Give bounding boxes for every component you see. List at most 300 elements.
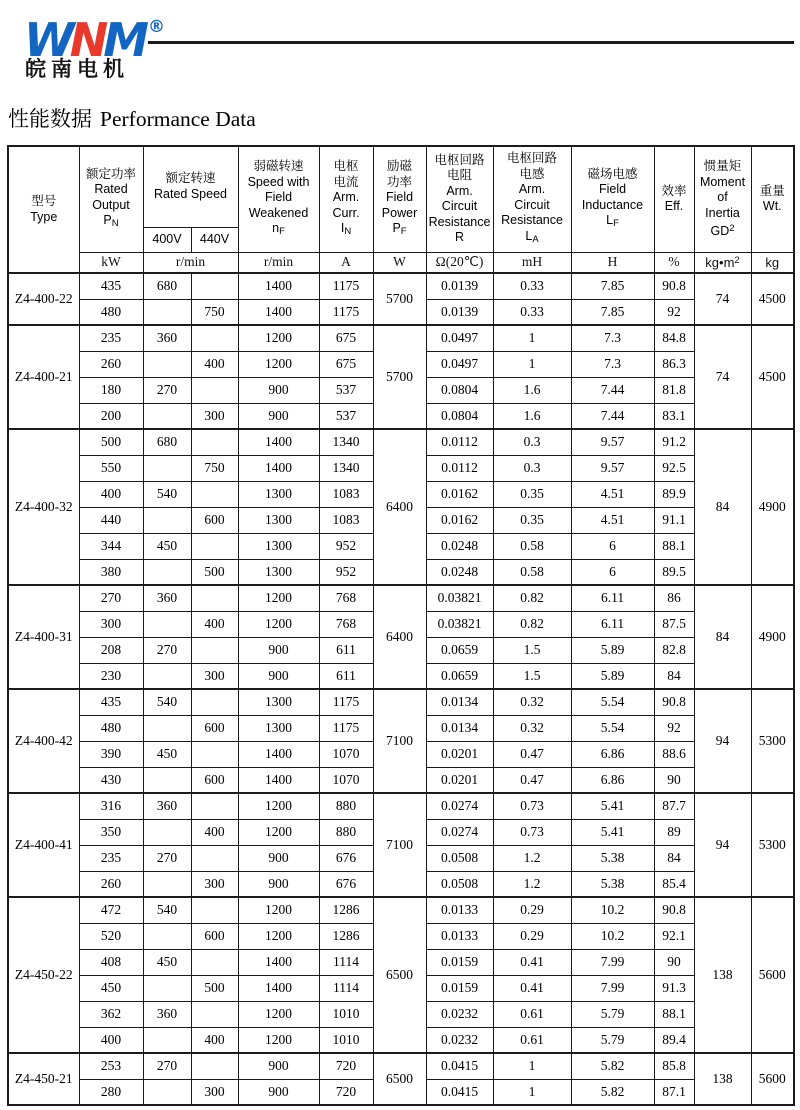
data-cell: 260 bbox=[79, 871, 143, 897]
table-row bbox=[8, 146, 794, 227]
data-cell: 7.44 bbox=[571, 403, 654, 429]
data-cell bbox=[191, 377, 238, 403]
data-cell: 6.86 bbox=[571, 767, 654, 793]
data-cell: 0.03821 bbox=[426, 585, 493, 611]
header-rule bbox=[148, 41, 794, 44]
data-cell: 0.3 bbox=[493, 429, 571, 455]
data-cell: 0.0232 bbox=[426, 1001, 493, 1027]
data-cell: 0.0248 bbox=[426, 559, 493, 585]
data-cell: 768 bbox=[319, 611, 373, 637]
performance-data-table bbox=[7, 145, 795, 1106]
table-row bbox=[8, 1053, 794, 1079]
data-cell: 1300 bbox=[238, 481, 319, 507]
data-cell: 0.0201 bbox=[426, 767, 493, 793]
data-cell: 0.33 bbox=[493, 273, 571, 299]
data-cell: 1175 bbox=[319, 299, 373, 325]
data-cell: 1300 bbox=[238, 689, 319, 715]
field-power-cell: 6400 bbox=[373, 429, 426, 585]
data-cell: 1200 bbox=[238, 1001, 319, 1027]
data-cell: 1200 bbox=[238, 325, 319, 351]
data-cell bbox=[191, 793, 238, 819]
weight-cell: 4900 bbox=[751, 429, 794, 585]
data-cell: 0.35 bbox=[493, 507, 571, 533]
data-cell: 0.0159 bbox=[426, 975, 493, 1001]
data-cell bbox=[143, 403, 191, 429]
data-cell: 0.29 bbox=[493, 923, 571, 949]
field-power-cell: 6500 bbox=[373, 897, 426, 1053]
data-cell: 540 bbox=[143, 897, 191, 923]
data-cell bbox=[143, 715, 191, 741]
data-cell bbox=[191, 637, 238, 663]
data-cell: 6.11 bbox=[571, 585, 654, 611]
inertia-cell: 84 bbox=[694, 585, 751, 689]
data-cell: 82.8 bbox=[654, 637, 694, 663]
data-cell: 1.2 bbox=[493, 845, 571, 871]
data-cell: 7.44 bbox=[571, 377, 654, 403]
data-cell: 0.61 bbox=[493, 1001, 571, 1027]
data-cell: 270 bbox=[79, 585, 143, 611]
data-cell: 270 bbox=[143, 845, 191, 871]
unit-cell: W bbox=[373, 252, 426, 273]
data-cell: 0.0415 bbox=[426, 1079, 493, 1105]
data-cell: 472 bbox=[79, 897, 143, 923]
inertia-cell: 94 bbox=[694, 689, 751, 793]
page-title-english: Performance Data bbox=[100, 107, 256, 131]
data-cell: 6 bbox=[571, 533, 654, 559]
data-cell: 400 bbox=[191, 351, 238, 377]
data-cell: 316 bbox=[79, 793, 143, 819]
weight-cell: 5600 bbox=[751, 897, 794, 1053]
data-cell: 208 bbox=[79, 637, 143, 663]
type-cell: Z4-450-22 bbox=[8, 897, 79, 1053]
data-cell: 235 bbox=[79, 845, 143, 871]
data-cell: 5.82 bbox=[571, 1053, 654, 1079]
data-cell: 7.99 bbox=[571, 949, 654, 975]
data-cell: 1 bbox=[493, 1079, 571, 1105]
data-cell: 0.73 bbox=[493, 819, 571, 845]
brand-chinese-name: 皖南电机 bbox=[25, 57, 129, 81]
table-body bbox=[8, 273, 794, 1105]
data-cell: 5.41 bbox=[571, 793, 654, 819]
data-cell bbox=[143, 351, 191, 377]
data-cell: 1114 bbox=[319, 949, 373, 975]
data-cell: 1400 bbox=[238, 299, 319, 325]
data-cell: 0.0201 bbox=[426, 741, 493, 767]
data-cell: 675 bbox=[319, 325, 373, 351]
data-cell: 84 bbox=[654, 663, 694, 689]
data-cell: 87.1 bbox=[654, 1079, 694, 1105]
data-cell: 1400 bbox=[238, 273, 319, 299]
data-cell: 400 bbox=[79, 481, 143, 507]
data-cell: 4.51 bbox=[571, 507, 654, 533]
data-cell: 5.41 bbox=[571, 819, 654, 845]
data-cell: 900 bbox=[238, 1079, 319, 1105]
registered-trademark-icon: ® bbox=[148, 17, 166, 37]
data-cell: 0.0162 bbox=[426, 507, 493, 533]
data-cell: 435 bbox=[79, 273, 143, 299]
data-cell: 1286 bbox=[319, 923, 373, 949]
data-cell: 0.47 bbox=[493, 767, 571, 793]
data-cell: 0.0659 bbox=[426, 663, 493, 689]
data-cell: 1175 bbox=[319, 273, 373, 299]
data-cell: 450 bbox=[79, 975, 143, 1001]
weight-cell: 4500 bbox=[751, 273, 794, 325]
data-cell: 900 bbox=[238, 1053, 319, 1079]
data-cell: 1200 bbox=[238, 611, 319, 637]
data-cell: 0.0232 bbox=[426, 1027, 493, 1053]
data-cell: 600 bbox=[191, 767, 238, 793]
data-cell: 952 bbox=[319, 559, 373, 585]
data-cell: 89.9 bbox=[654, 481, 694, 507]
data-cell: 0.0274 bbox=[426, 819, 493, 845]
data-cell: 1010 bbox=[319, 1001, 373, 1027]
data-cell bbox=[143, 975, 191, 1001]
logo-letter-w: W bbox=[24, 13, 70, 67]
data-cell: 91.1 bbox=[654, 507, 694, 533]
data-cell: 680 bbox=[143, 429, 191, 455]
data-cell: 87.5 bbox=[654, 611, 694, 637]
data-cell: 0.41 bbox=[493, 975, 571, 1001]
header-armature-resistance: 电枢回路 电阻 Arm. Circuit Resistance R bbox=[426, 146, 493, 252]
data-cell: 0.73 bbox=[493, 793, 571, 819]
data-cell: 6 bbox=[571, 559, 654, 585]
data-cell: 1175 bbox=[319, 715, 373, 741]
data-cell: 6.86 bbox=[571, 741, 654, 767]
data-cell: 1300 bbox=[238, 507, 319, 533]
data-cell: 1.6 bbox=[493, 403, 571, 429]
inertia-cell: 84 bbox=[694, 429, 751, 585]
data-cell: 0.35 bbox=[493, 481, 571, 507]
data-cell: 88.1 bbox=[654, 1001, 694, 1027]
field-power-cell: 7100 bbox=[373, 793, 426, 897]
data-cell: 6.11 bbox=[571, 611, 654, 637]
data-cell: 450 bbox=[143, 949, 191, 975]
data-cell: 600 bbox=[191, 923, 238, 949]
data-cell: 9.57 bbox=[571, 455, 654, 481]
data-cell: 0.0497 bbox=[426, 351, 493, 377]
data-cell: 680 bbox=[143, 273, 191, 299]
data-cell: 360 bbox=[143, 585, 191, 611]
data-cell: 344 bbox=[79, 533, 143, 559]
table-header bbox=[8, 146, 794, 273]
data-cell: 900 bbox=[238, 377, 319, 403]
page-title bbox=[8, 97, 256, 134]
data-cell: 1200 bbox=[238, 897, 319, 923]
header-field-inductance: 磁场电感 Field Inductance $L_F$ bbox=[571, 146, 654, 252]
field-power-cell: 7100 bbox=[373, 689, 426, 793]
data-cell: 0.0133 bbox=[426, 897, 493, 923]
data-cell: 360 bbox=[143, 1001, 191, 1027]
data-cell: 1200 bbox=[238, 585, 319, 611]
data-cell: 676 bbox=[319, 871, 373, 897]
inertia-cell: 138 bbox=[694, 897, 751, 1053]
data-cell: 0.0804 bbox=[426, 377, 493, 403]
data-cell: 89.4 bbox=[654, 1027, 694, 1053]
inertia-cell: 74 bbox=[694, 325, 751, 429]
data-cell: 0.0497 bbox=[426, 325, 493, 351]
data-cell: 1300 bbox=[238, 559, 319, 585]
data-cell: 0.0133 bbox=[426, 923, 493, 949]
data-cell: 500 bbox=[79, 429, 143, 455]
data-cell: 480 bbox=[79, 715, 143, 741]
header-rated-speed: 额定转速 Rated Speed bbox=[143, 146, 238, 227]
data-cell: 253 bbox=[79, 1053, 143, 1079]
data-cell: 1200 bbox=[238, 793, 319, 819]
table-row bbox=[8, 897, 794, 923]
data-cell: 5.79 bbox=[571, 1001, 654, 1027]
table-row bbox=[8, 793, 794, 819]
data-cell bbox=[191, 1001, 238, 1027]
unit-cell: % bbox=[654, 252, 694, 273]
data-cell: 230 bbox=[79, 663, 143, 689]
data-cell: 750 bbox=[191, 455, 238, 481]
inertia-cell: 94 bbox=[694, 793, 751, 897]
data-cell: 880 bbox=[319, 819, 373, 845]
data-cell: 676 bbox=[319, 845, 373, 871]
data-cell: 611 bbox=[319, 637, 373, 663]
data-cell: 1.2 bbox=[493, 871, 571, 897]
data-cell: 0.0159 bbox=[426, 949, 493, 975]
data-cell: 0.3 bbox=[493, 455, 571, 481]
data-cell: 300 bbox=[191, 1079, 238, 1105]
data-cell: 1010 bbox=[319, 1027, 373, 1053]
unit-cell: r/min bbox=[238, 252, 319, 273]
data-cell: 540 bbox=[143, 689, 191, 715]
data-cell: 4.51 bbox=[571, 481, 654, 507]
weight-cell: 5600 bbox=[751, 1053, 794, 1105]
data-cell: 1 bbox=[493, 1053, 571, 1079]
data-cell: 7.3 bbox=[571, 351, 654, 377]
data-cell: 537 bbox=[319, 403, 373, 429]
data-cell bbox=[143, 1079, 191, 1105]
data-cell: 1083 bbox=[319, 481, 373, 507]
table-row bbox=[8, 585, 794, 611]
unit-cell: mH bbox=[493, 252, 571, 273]
data-cell: 5.38 bbox=[571, 871, 654, 897]
data-cell: 1083 bbox=[319, 507, 373, 533]
field-power-cell: 5700 bbox=[373, 273, 426, 325]
data-cell bbox=[143, 767, 191, 793]
data-cell: 7.99 bbox=[571, 975, 654, 1001]
data-cell: 91.3 bbox=[654, 975, 694, 1001]
data-cell bbox=[143, 507, 191, 533]
data-cell: 952 bbox=[319, 533, 373, 559]
weight-cell: 4500 bbox=[751, 325, 794, 429]
unit-cell: A bbox=[319, 252, 373, 273]
data-cell: 1200 bbox=[238, 1027, 319, 1053]
data-cell: 88.6 bbox=[654, 741, 694, 767]
data-cell bbox=[143, 663, 191, 689]
data-cell: 1400 bbox=[238, 741, 319, 767]
data-cell: 84.8 bbox=[654, 325, 694, 351]
header-voltage: 400V bbox=[143, 227, 191, 252]
data-cell: 0.03821 bbox=[426, 611, 493, 637]
data-cell: 5.89 bbox=[571, 663, 654, 689]
data-cell: 1286 bbox=[319, 897, 373, 923]
data-cell: 0.0415 bbox=[426, 1053, 493, 1079]
data-cell bbox=[191, 429, 238, 455]
data-cell: 300 bbox=[79, 611, 143, 637]
data-cell: 0.0508 bbox=[426, 845, 493, 871]
data-cell: 92 bbox=[654, 715, 694, 741]
data-cell: 900 bbox=[238, 845, 319, 871]
data-cell: 5.54 bbox=[571, 689, 654, 715]
data-cell: 380 bbox=[79, 559, 143, 585]
field-power-cell: 6400 bbox=[373, 585, 426, 689]
field-power-cell: 5700 bbox=[373, 325, 426, 429]
data-cell: 1.6 bbox=[493, 377, 571, 403]
header-field-power: 励磁 功率 Field Power $P_F$ bbox=[373, 146, 426, 252]
header-rated-output: 额定功率 Rated Output $P_N$ bbox=[79, 146, 143, 252]
data-cell: 92.1 bbox=[654, 923, 694, 949]
data-cell: 400 bbox=[191, 611, 238, 637]
data-cell: 408 bbox=[79, 949, 143, 975]
data-cell: 0.0134 bbox=[426, 715, 493, 741]
data-cell bbox=[143, 819, 191, 845]
type-cell: Z4-400-42 bbox=[8, 689, 79, 793]
data-cell: 10.2 bbox=[571, 923, 654, 949]
data-cell: 85.8 bbox=[654, 1053, 694, 1079]
data-cell: 1 bbox=[493, 325, 571, 351]
data-cell bbox=[191, 325, 238, 351]
data-cell: 0.47 bbox=[493, 741, 571, 767]
data-cell: 0.41 bbox=[493, 949, 571, 975]
data-cell: 0.0112 bbox=[426, 455, 493, 481]
header-type: 型号 Type bbox=[8, 146, 79, 273]
data-cell: 10.2 bbox=[571, 897, 654, 923]
table-row bbox=[8, 325, 794, 351]
data-cell: 280 bbox=[79, 1079, 143, 1105]
data-cell: 0.33 bbox=[493, 299, 571, 325]
data-cell: 9.57 bbox=[571, 429, 654, 455]
data-cell: 768 bbox=[319, 585, 373, 611]
type-cell: Z4-400-22 bbox=[8, 273, 79, 325]
data-cell bbox=[191, 533, 238, 559]
data-cell: 1200 bbox=[238, 819, 319, 845]
data-cell: 88.1 bbox=[654, 533, 694, 559]
data-cell: 362 bbox=[79, 1001, 143, 1027]
data-cell: 83.1 bbox=[654, 403, 694, 429]
inertia-cell: 138 bbox=[694, 1053, 751, 1105]
data-cell: 270 bbox=[143, 377, 191, 403]
unit-cell: $kg•m^2$ bbox=[694, 252, 751, 273]
unit-cell: kW bbox=[79, 252, 143, 273]
data-cell: 300 bbox=[191, 403, 238, 429]
header-efficiency: 效率 Eff. bbox=[654, 146, 694, 252]
data-cell: 0.0139 bbox=[426, 273, 493, 299]
data-cell: 0.0134 bbox=[426, 689, 493, 715]
data-cell: 5.89 bbox=[571, 637, 654, 663]
inertia-cell: 74 bbox=[694, 273, 751, 325]
data-cell: 5.54 bbox=[571, 715, 654, 741]
data-cell: 0.0162 bbox=[426, 481, 493, 507]
data-cell bbox=[191, 273, 238, 299]
data-cell: 1400 bbox=[238, 767, 319, 793]
data-cell: 1300 bbox=[238, 715, 319, 741]
header-moment-of-inertia: 惯量矩 Moment of Inertia $GD^2$ bbox=[694, 146, 751, 252]
data-cell bbox=[143, 871, 191, 897]
data-cell: 360 bbox=[143, 325, 191, 351]
data-cell: 400 bbox=[191, 819, 238, 845]
field-power-cell: 6500 bbox=[373, 1053, 426, 1105]
weight-cell: 5300 bbox=[751, 689, 794, 793]
data-cell bbox=[191, 689, 238, 715]
data-cell: 440 bbox=[79, 507, 143, 533]
logo-letter-m: M bbox=[103, 13, 145, 67]
data-cell: 0.0274 bbox=[426, 793, 493, 819]
data-cell: 0.29 bbox=[493, 897, 571, 923]
data-cell: 91.2 bbox=[654, 429, 694, 455]
data-cell: 350 bbox=[79, 819, 143, 845]
data-cell: 90 bbox=[654, 767, 694, 793]
data-cell: 1400 bbox=[238, 949, 319, 975]
data-cell: 0.0508 bbox=[426, 871, 493, 897]
data-cell: 0.82 bbox=[493, 585, 571, 611]
data-cell bbox=[191, 897, 238, 923]
data-cell: 1340 bbox=[319, 455, 373, 481]
data-cell: 7.85 bbox=[571, 273, 654, 299]
data-cell: 720 bbox=[319, 1079, 373, 1105]
data-cell: 537 bbox=[319, 377, 373, 403]
header-armature-inductance: 电枢回路 电感 Arm. Circuit Resistance $L_A$ bbox=[493, 146, 571, 252]
data-cell bbox=[143, 611, 191, 637]
data-cell bbox=[143, 923, 191, 949]
table-row bbox=[8, 273, 794, 299]
data-cell: 540 bbox=[143, 481, 191, 507]
header-weight: 重量 Wt. bbox=[751, 146, 794, 252]
logo-letter-n: N bbox=[69, 13, 104, 67]
header-armature-current: 电枢 电流 Arm. Curr. $I_N$ bbox=[319, 146, 373, 252]
table-row bbox=[8, 252, 794, 273]
table-row bbox=[8, 429, 794, 455]
data-cell: 1.5 bbox=[493, 637, 571, 663]
data-cell: 500 bbox=[191, 559, 238, 585]
data-cell: 90 bbox=[654, 949, 694, 975]
data-cell: 86.3 bbox=[654, 351, 694, 377]
data-cell: 0.0112 bbox=[426, 429, 493, 455]
data-cell: 611 bbox=[319, 663, 373, 689]
type-cell: Z4-400-21 bbox=[8, 325, 79, 429]
data-cell: 90.8 bbox=[654, 273, 694, 299]
unit-cell: H bbox=[571, 252, 654, 273]
data-cell: 92.5 bbox=[654, 455, 694, 481]
data-cell: 235 bbox=[79, 325, 143, 351]
data-cell: 1400 bbox=[238, 455, 319, 481]
data-cell bbox=[191, 741, 238, 767]
table-row bbox=[8, 689, 794, 715]
data-cell: 87.7 bbox=[654, 793, 694, 819]
data-cell: 180 bbox=[79, 377, 143, 403]
data-cell: 600 bbox=[191, 507, 238, 533]
data-cell: 600 bbox=[191, 715, 238, 741]
data-cell: 0.0248 bbox=[426, 533, 493, 559]
data-cell: 90.8 bbox=[654, 897, 694, 923]
data-cell: 85.4 bbox=[654, 871, 694, 897]
unit-cell: Ω(20℃) bbox=[426, 252, 493, 273]
data-cell: 1175 bbox=[319, 689, 373, 715]
data-cell: 0.0659 bbox=[426, 637, 493, 663]
data-cell: 0.32 bbox=[493, 689, 571, 715]
unit-cell: r/min bbox=[143, 252, 238, 273]
data-cell: 0.0139 bbox=[426, 299, 493, 325]
data-cell: 720 bbox=[319, 1053, 373, 1079]
data-cell: 450 bbox=[143, 741, 191, 767]
data-cell bbox=[143, 1027, 191, 1053]
data-cell bbox=[143, 455, 191, 481]
data-cell: 1200 bbox=[238, 923, 319, 949]
data-cell: 1070 bbox=[319, 767, 373, 793]
data-cell: 1300 bbox=[238, 533, 319, 559]
